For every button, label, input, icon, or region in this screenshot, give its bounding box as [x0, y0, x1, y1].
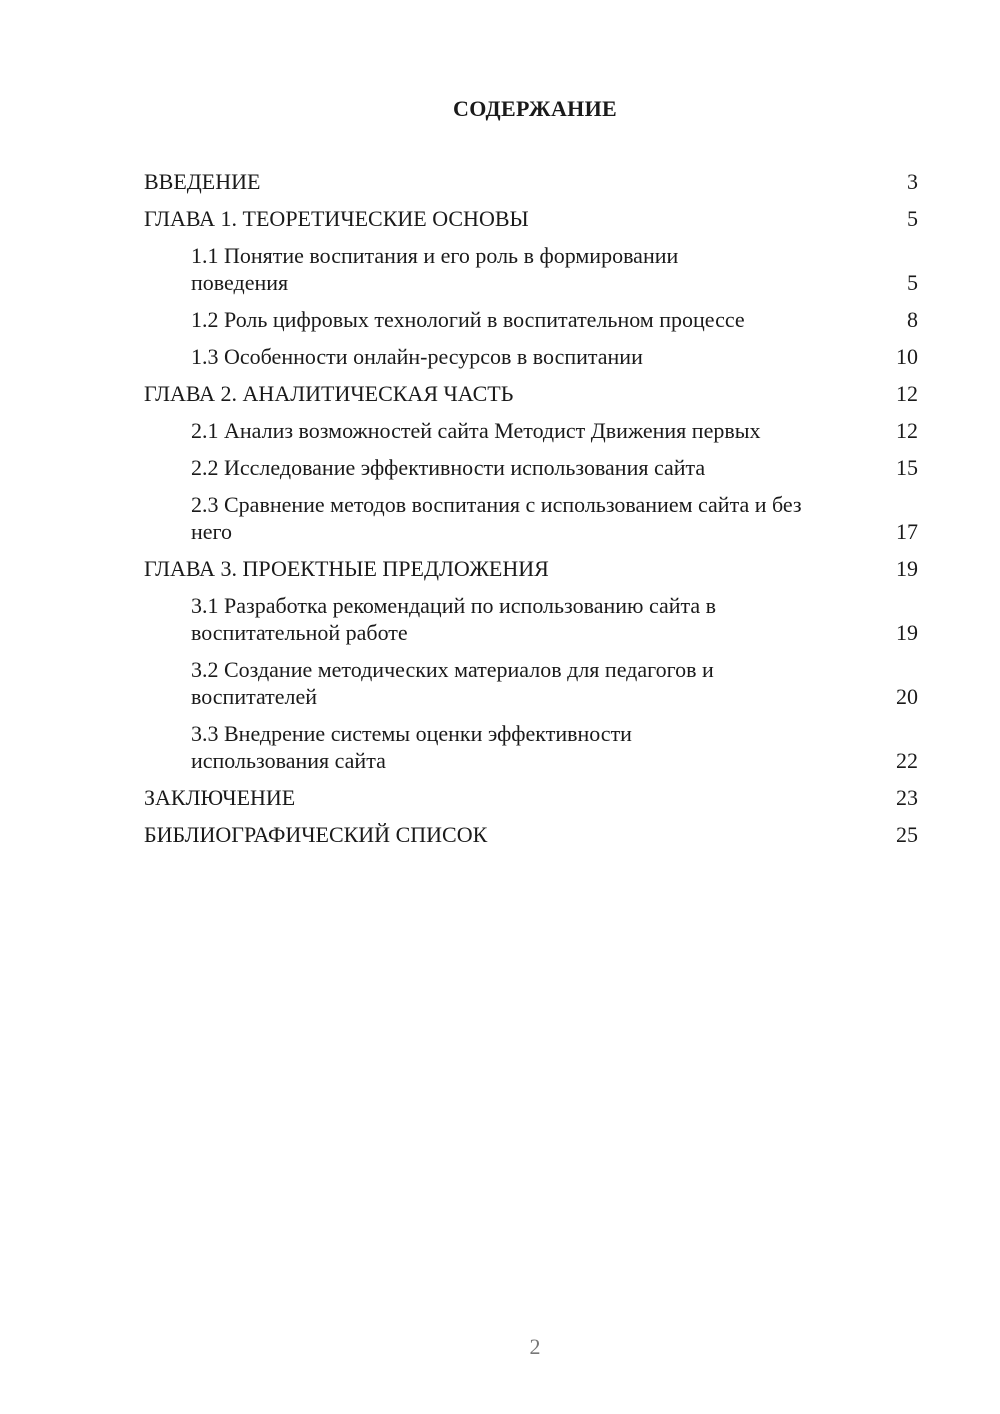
toc-entry-title: 3.1 Разработка рекомендаций по использованию сайта в воспитательной работе: [191, 593, 717, 645]
toc-entry: [144, 656, 918, 710]
toc-entry: [144, 205, 918, 232]
toc-entry-title: ГЛАВА 3. ПРОЕКТНЫЕ ПРЕДЛОЖЕНИЯ: [144, 556, 549, 581]
toc-entry: [144, 306, 918, 333]
toc-entry-title: 3.3 Внедрение системы оценки эффективности использования сайта: [191, 721, 632, 773]
toc-entry-title: 1.1 Понятие воспитания и его роль в формировании поведения: [191, 243, 679, 295]
toc-entry-page: 17: [896, 519, 918, 544]
toc-entry-page: 20: [896, 684, 918, 709]
toc-entry-title: ГЛАВА 2. АНАЛИТИЧЕСКАЯ ЧАСТЬ: [144, 381, 514, 406]
toc-entry: [144, 242, 918, 296]
toc-entry: [144, 168, 918, 195]
toc-entry-page: 22: [896, 748, 918, 773]
toc-entry-title: 2.1 Анализ возможностей сайта Методист Движения первых: [191, 418, 761, 443]
toc-entry: [144, 454, 918, 481]
toc-entry-page: 15: [896, 455, 918, 480]
toc-entry-title: 2.2 Исследование эффективности использования сайта: [191, 455, 706, 480]
toc-entry-title: 1.3 Особенности онлайн-ресурсов в воспитании: [191, 344, 643, 369]
toc-entry: [144, 821, 918, 848]
toc-entry-page: 10: [896, 344, 918, 369]
toc-entry-title: 3.2 Создание методических материалов для педагогов и воспитателей: [191, 657, 714, 709]
toc-entry-page: 19: [896, 556, 918, 581]
toc-entry: [144, 555, 918, 582]
toc-entry-page: 12: [896, 418, 918, 443]
toc-entry-title: 2.3 Сравнение методов воспитания с использованием сайта и без него: [191, 492, 802, 544]
toc-entry-title: ГЛАВА 1. ТЕОРЕТИЧЕСКИЕ ОСНОВЫ: [144, 206, 529, 231]
toc-entry-title: ЗАКЛЮЧЕНИЕ: [144, 785, 296, 810]
toc-entry-page: 8: [907, 307, 918, 332]
page-number: 2: [529, 1334, 541, 1359]
toc-entry-page: 23: [896, 785, 918, 810]
toc-entry: [144, 417, 918, 444]
toc-entry-page: 25: [896, 822, 918, 847]
toc-entry-title: ВВЕДЕНИЕ: [144, 169, 261, 194]
toc-entry-page: 19: [896, 620, 918, 645]
toc-entry: [144, 592, 918, 646]
toc-heading: СОДЕРЖАНИЕ: [453, 96, 617, 121]
toc-entry-title: 1.2 Роль цифровых технологий в воспитательном процессе: [191, 307, 745, 332]
toc-entry-page: 5: [907, 206, 918, 231]
toc-entry-page: 5: [907, 270, 918, 295]
table-of-contents: [144, 168, 918, 858]
toc-entry-title: БИБЛИОГРАФИЧЕСКИЙ СПИСОК: [144, 822, 488, 847]
toc-entry-page: 3: [907, 169, 918, 194]
toc-entry-page: 12: [896, 381, 918, 406]
toc-entry: [144, 343, 918, 370]
toc-entry: [144, 491, 918, 545]
toc-entry: [144, 784, 918, 811]
toc-entry: [144, 720, 918, 774]
toc-entry: [144, 380, 918, 407]
